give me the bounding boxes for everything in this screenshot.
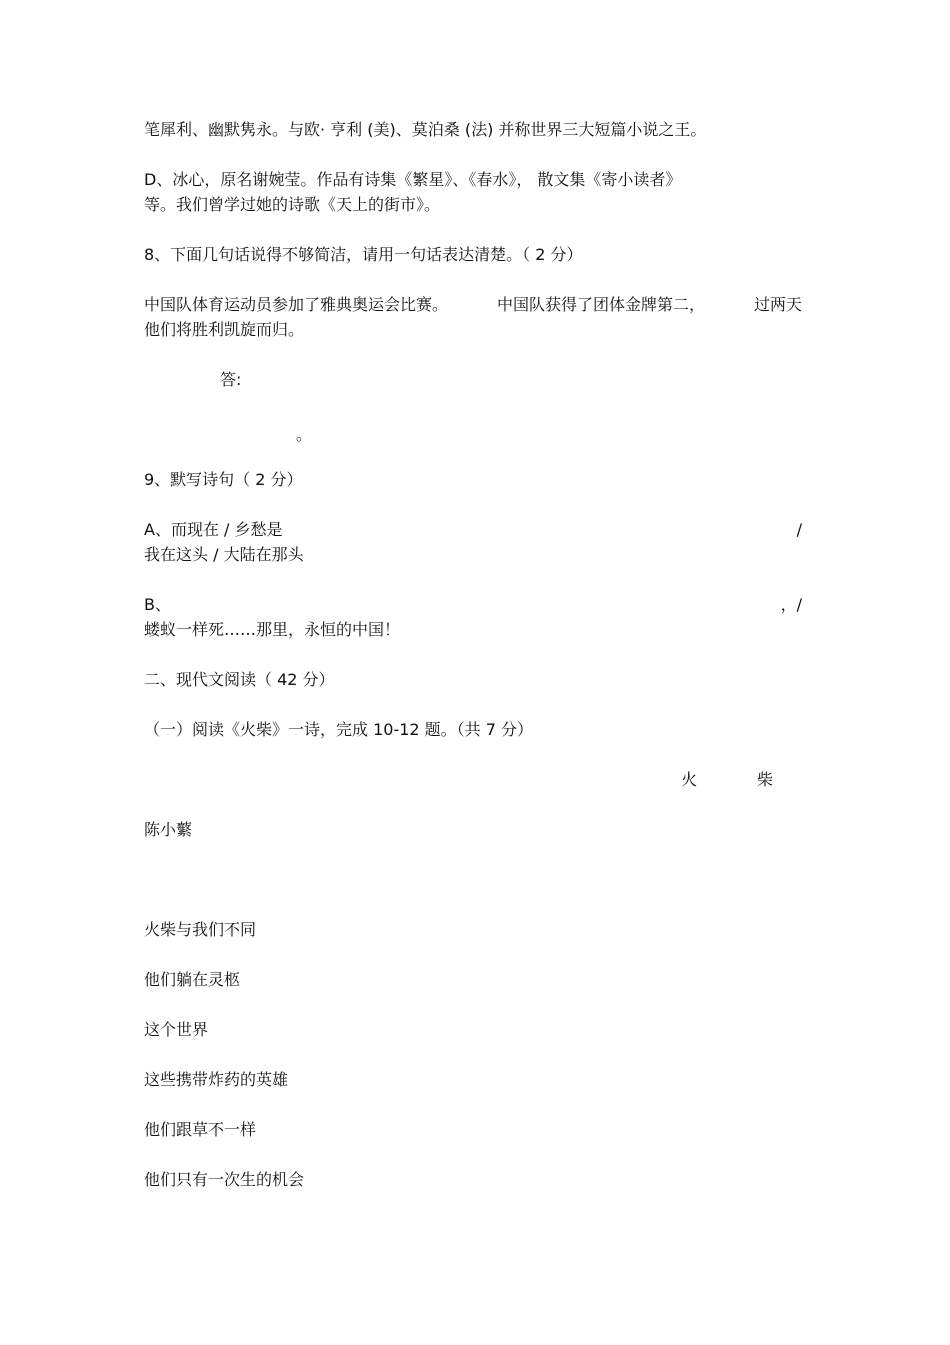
text-line-option-d-cont: 等。我们曾学过她的诗歌《天上的街市》。	[144, 195, 441, 214]
question-9-b-slash: ，/	[780, 595, 802, 614]
poem-line-1: 火柴与我们不同	[144, 920, 257, 939]
question-8-passage-cont: 他们将胜利凯旋而归。	[144, 320, 305, 339]
question-9-b-line2: 蝼蚁一样死……那里，永恒的中国！	[144, 620, 401, 639]
question-8: 8、下面几句话说得不够简洁，请用一句话表达清楚。（ 2 分）	[144, 245, 583, 264]
question-9: 9、默写诗句（ 2 分）	[144, 470, 303, 489]
text-line-option-d: D、冰心，原名谢婉莹。作品有诗集《繁星》、《春水》， 散文集《寄小读者》	[144, 170, 682, 189]
question-9-b	[144, 595, 802, 615]
answer-label: 答:	[220, 370, 242, 389]
poem-title-char-2: 柴	[757, 770, 774, 789]
passage-sentence-3: 过两天	[753, 295, 802, 314]
section-2-heading: 二、现代文阅读（ 42 分）	[144, 670, 335, 689]
poem-title-char-1: 火	[681, 770, 698, 789]
question-8-passage	[144, 295, 802, 315]
text-line-1: 笔犀利、幽默隽永。与欧· 亨利 (美)、莫泊桑 (法) 并称世界三大短篇小说之王。	[144, 120, 707, 139]
poem-line-2: 他们躺在灵柩	[144, 970, 241, 989]
poem-line-6: 他们只有一次生的机会	[144, 1170, 305, 1189]
answer-period: 。	[296, 425, 313, 444]
passage-sentence-1: 中国队体育运动员参加了雅典奥运会比赛。	[144, 295, 449, 314]
poem-line-5: 他们跟草不一样	[144, 1120, 257, 1139]
question-9-b-label: B、	[144, 595, 171, 614]
question-9-a-slash: /	[796, 520, 802, 539]
poem-line-3: 这个世界	[144, 1020, 209, 1039]
question-9-a-text: A、而现在 / 乡愁是	[144, 520, 283, 539]
passage-sentence-2: 中国队获得了团体金牌第二，	[496, 295, 705, 314]
poem-author: 陈小蘩	[144, 820, 193, 839]
question-9-a	[144, 520, 802, 540]
subsection-1-heading: （一）阅读《火柴》一诗，完成 10-12 题。（共 7 分）	[144, 720, 534, 739]
question-9-a-line2: 我在这头 / 大陆在那头	[144, 545, 304, 564]
poem-line-4: 这些携带炸药的英雄	[144, 1070, 289, 1089]
